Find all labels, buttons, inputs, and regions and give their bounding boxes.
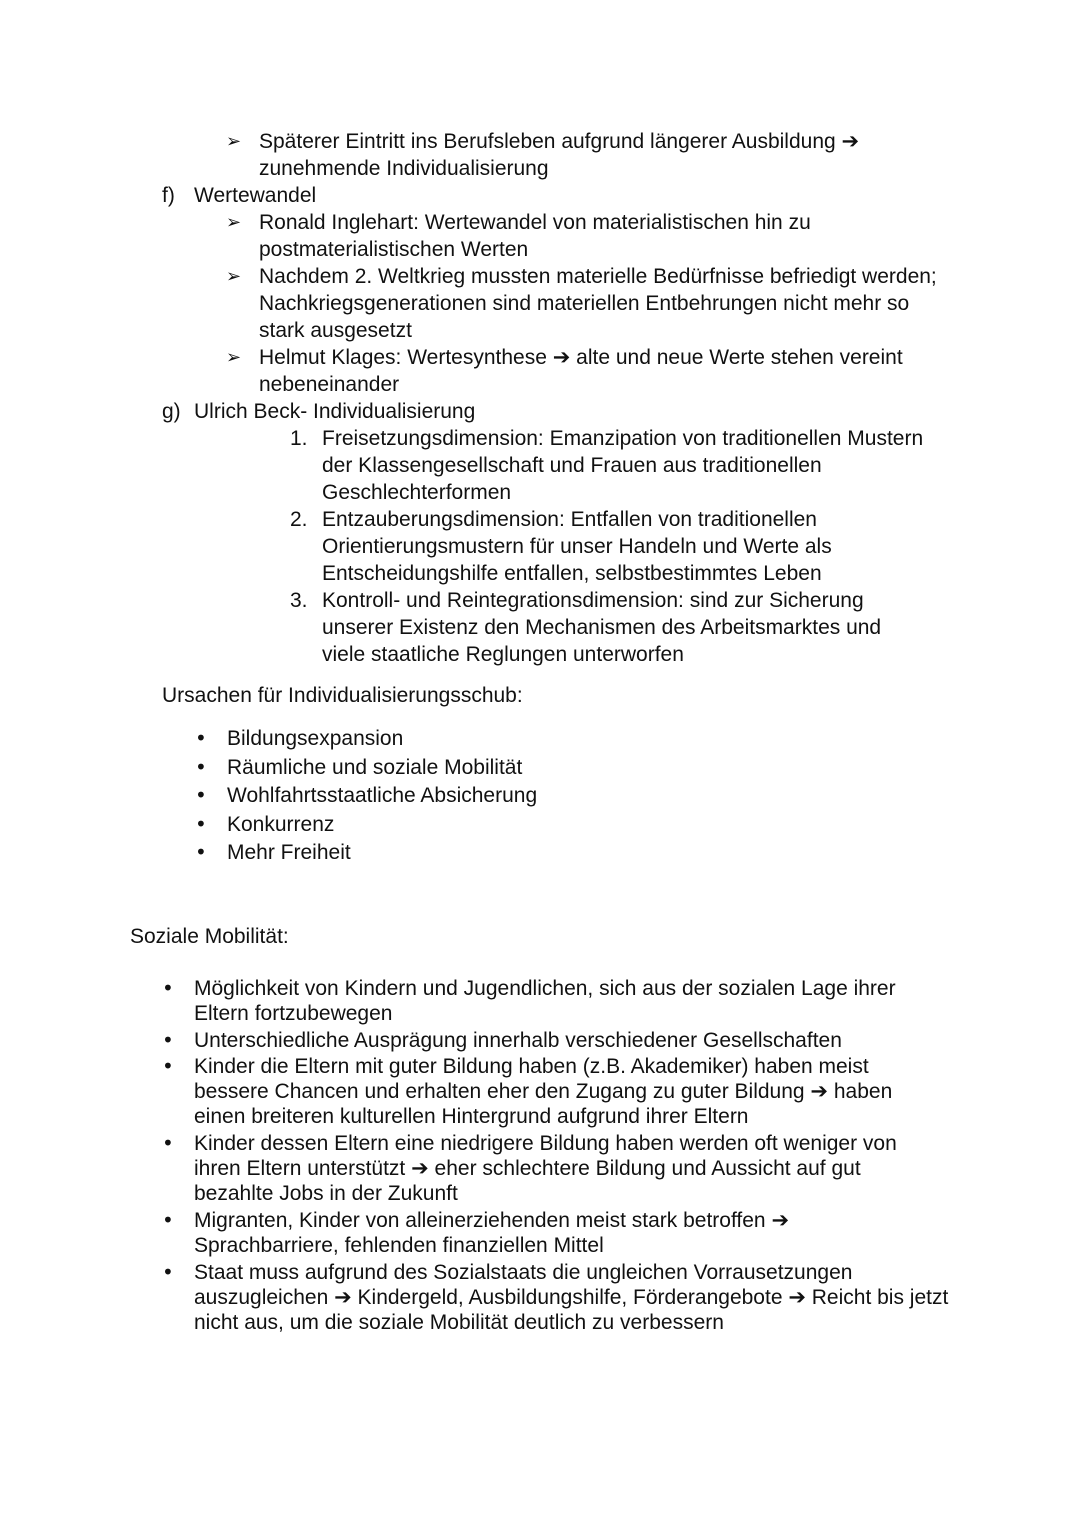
bullet-list-item — [162, 976, 927, 1026]
list-item-text: Staat muss aufgrund des Sozialstaats die ungleichen Vorrausetzungen auszugleichen ➔ Kindergeld, Ausbildungshilfe, Förderangebote ➔ Reicht bis jetzt nicht aus, um die soziale Mobilität deutlich zu verbessern — [194, 1261, 949, 1334]
arrow-list-item — [226, 209, 916, 263]
bullet-list-item — [195, 725, 795, 752]
list-number: 3. — [290, 589, 308, 612]
arrow-bullet-icon: ➢ — [226, 131, 242, 152]
list-item-text: Kinder die Eltern mit guter Bildung haben (z.B. Akademiker) haben meist bessere Chancen und erhalten eher den Zugang zu guter Bildung ➔ haben einen breiteren kulturellen Hintergrund aufgrund ihrer Eltern — [194, 1055, 893, 1128]
arrow-list-item — [226, 263, 938, 344]
list-item-text: Späterer Eintritt ins Berufsleben aufgrund längerer Ausbildung ➔ zunehmende Individualisierung — [259, 130, 860, 180]
bullet-list-item — [195, 754, 795, 781]
numbered-list-item — [290, 587, 920, 668]
bullet-icon: • — [195, 812, 207, 836]
bullet-list-item — [195, 782, 795, 809]
section-f-heading — [162, 182, 862, 209]
bullet-icon: • — [162, 1054, 174, 1078]
list-item-text: Freisetzungsdimension: Emanzipation von traditionellen Mustern der Klassengesellschaft und Frauen aus traditionellen Geschlechterformen — [322, 427, 924, 504]
bullet-list-item — [162, 1028, 927, 1053]
bullet-icon: • — [162, 1208, 174, 1232]
list-item-text: Räumliche und soziale Mobilität — [227, 756, 523, 779]
arrow-bullet-icon: ➢ — [226, 347, 242, 368]
arrow-bullet-icon: ➢ — [226, 212, 242, 233]
bullet-list-item — [162, 1131, 927, 1206]
list-item-text: Möglichkeit von Kindern und Jugendlichen, sich aus der sozialen Lage ihrer Eltern fortzubewegen — [194, 977, 896, 1025]
list-item-text: Unterschiedliche Ausprägung innerhalb verschiedener Gesellschaften — [194, 1029, 842, 1052]
list-number: 2. — [290, 508, 308, 531]
list-item-text: Ronald Inglehart: Wertewandel von materialistischen hin zu postmaterialistischen Werten — [259, 211, 811, 261]
list-item-text: Nachdem 2. Weltkrieg mussten materielle Bedürfnisse befriedigt werden; Nachkriegsgenerationen sind materiellen Entbehrungen nicht mehr so stark ausgesetzt — [259, 265, 937, 342]
list-item-text: Bildungsexpansion — [227, 727, 404, 750]
section-marker: g) — [162, 400, 181, 423]
numbered-list-item — [290, 506, 910, 587]
arrow-list-item — [226, 344, 938, 398]
list-item-text: Mehr Freiheit — [227, 841, 351, 864]
section-title: Wertewandel — [194, 184, 317, 207]
bullet-icon: • — [162, 1028, 174, 1052]
bullet-icon: • — [195, 726, 207, 750]
list-item-text: Migranten, Kinder von alleinerziehenden meist stark betroffen ➔ Sprachbarriere, fehlenden finanziellen Mittel — [194, 1209, 790, 1257]
bullet-icon: • — [162, 1260, 174, 1284]
bullet-list-item — [195, 839, 795, 866]
bullet-icon: • — [195, 755, 207, 779]
arrow-list-item — [226, 128, 906, 182]
mobilitaet-heading: Soziale Mobilität: — [130, 925, 289, 948]
section-g-heading — [162, 398, 862, 425]
bullet-icon: • — [162, 1131, 174, 1155]
bullet-icon: • — [195, 783, 207, 807]
list-item-text: Wohlfahrtsstaatliche Absicherung — [227, 784, 538, 807]
list-item-text: Kinder dessen Eltern eine niedrigere Bildung haben werden oft weniger von ihren Eltern unterstützt ➔ eher schlechtere Bildung und Aussicht auf gut bezahlte Jobs in der Zukunft — [194, 1132, 897, 1205]
section-title: Ulrich Beck- Individualisierung — [194, 400, 476, 423]
list-item-text: Konkurrenz — [227, 813, 335, 836]
numbered-list-item — [290, 425, 950, 506]
bullet-list-item — [162, 1208, 842, 1258]
ursachen-heading: Ursachen für Individualisierungsschub: — [162, 684, 523, 707]
bullet-list-item — [162, 1054, 932, 1129]
bullet-list-item — [195, 811, 795, 838]
list-number: 1. — [290, 427, 308, 450]
section-marker: f) — [162, 184, 175, 207]
list-item-text: Helmut Klages: Wertesynthese ➔ alte und neue Werte stehen vereint nebeneinander — [259, 346, 903, 396]
bullet-icon: • — [162, 976, 174, 1000]
list-item-text: Kontroll- und Reintegrationsdimension: sind zur Sicherung unserer Existenz den Mechanismen des Arbeitsmarktes und viele staatliche Reglungen unterworfen — [322, 589, 882, 666]
bullet-icon: • — [195, 840, 207, 864]
arrow-bullet-icon: ➢ — [226, 266, 242, 287]
bullet-list-item — [162, 1260, 952, 1335]
list-item-text: Entzauberungsdimension: Entfallen von traditionellen Orientierungsmustern für unser Handeln und Werte als Entscheidungshilfe entfallen, selbstbestimmtes Leben — [322, 508, 832, 585]
